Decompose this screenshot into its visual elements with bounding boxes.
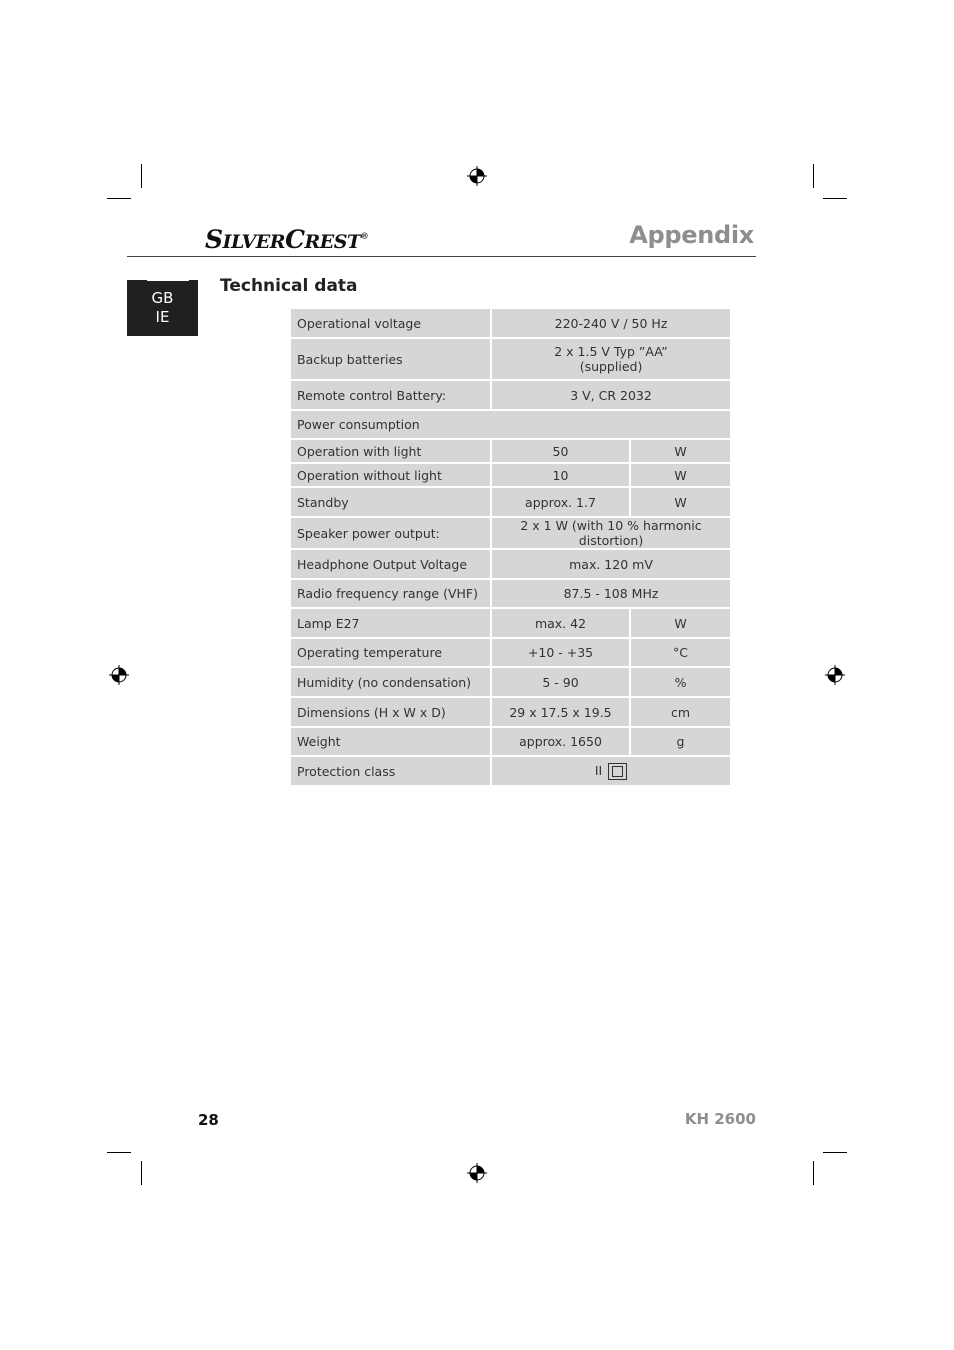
table-row [290, 380, 731, 410]
language-tab [127, 280, 198, 336]
row-label: Dimensions (H x W x D) [290, 697, 491, 727]
table-row [290, 608, 731, 638]
page-number: 28 [198, 1111, 219, 1129]
row-value: 3 V, CR 2032 [491, 380, 731, 410]
row-unit: % [630, 667, 731, 697]
row-unit: g [630, 727, 731, 756]
row-label: Lamp E27 [290, 608, 491, 638]
row-unit: W [630, 487, 731, 517]
row-value-line: (supplied) [579, 359, 643, 374]
language-tab-notch [147, 280, 189, 281]
row-unit: W [630, 463, 731, 487]
crop-mark [813, 164, 814, 188]
row-label: Power consumption [290, 410, 731, 439]
row-label: Protection class [290, 756, 491, 786]
row-label: Operational voltage [290, 308, 491, 338]
crop-mark [823, 198, 847, 199]
row-value: 220-240 V / 50 Hz [491, 308, 731, 338]
table-row [290, 579, 731, 608]
row-value: 50 [491, 439, 630, 463]
double-insulation-icon [608, 763, 627, 780]
row-value: 29 x 17.5 x 19.5 [491, 697, 630, 727]
registration-target-icon [467, 166, 487, 186]
registration-target-icon [825, 665, 845, 685]
registration-target-icon [109, 665, 129, 685]
row-value: +10 - +35 [491, 638, 630, 667]
row-value: max. 42 [491, 608, 630, 638]
row-label: Headphone Output Voltage [290, 549, 491, 579]
crop-mark [107, 198, 131, 199]
technical-data-table [289, 307, 732, 787]
row-value [491, 756, 731, 786]
crop-mark [823, 1152, 847, 1153]
row-value: approx. 1.7 [491, 487, 630, 517]
table-row [290, 487, 731, 517]
brand-logo: SILVERCREST® [205, 225, 369, 254]
row-label: Operation with light [290, 439, 491, 463]
row-value [491, 338, 731, 380]
table-row [290, 410, 731, 439]
table-row [290, 638, 731, 667]
table-row [290, 463, 731, 487]
row-value-line: 2 x 1.5 V Typ ”AA” [554, 344, 668, 359]
table-row [290, 517, 731, 549]
row-unit: °C [630, 638, 731, 667]
table-row [290, 549, 731, 579]
table-row [290, 338, 731, 380]
page-title: Appendix [629, 221, 754, 249]
row-label: Backup batteries [290, 338, 491, 380]
table-row [290, 667, 731, 697]
row-value: 5 - 90 [491, 667, 630, 697]
crop-mark [141, 164, 142, 188]
section-title: Technical data [220, 276, 358, 296]
row-label: Speaker power output: [290, 517, 491, 549]
table-row [290, 308, 731, 338]
protection-class-value: II [594, 762, 603, 778]
crop-mark [813, 1161, 814, 1185]
row-value: approx. 1650 [491, 727, 630, 756]
language-code-ie: IE [155, 308, 170, 326]
row-value: 2 x 1 W (with 10 % harmonic distortion) [491, 517, 731, 549]
row-unit: W [630, 439, 731, 463]
registration-target-icon [467, 1163, 487, 1183]
header-rule [127, 256, 756, 257]
crop-mark [107, 1152, 131, 1153]
row-unit: cm [630, 697, 731, 727]
table-row [290, 697, 731, 727]
row-label: Operation without light [290, 463, 491, 487]
row-label: Remote control Battery: [290, 380, 491, 410]
crop-mark [141, 1161, 142, 1185]
model-number: KH 2600 [684, 1110, 756, 1128]
table-row [290, 727, 731, 756]
row-label: Standby [290, 487, 491, 517]
language-code-gb: GB [151, 289, 174, 307]
row-value: max. 120 mV [491, 549, 731, 579]
row-unit: W [630, 608, 731, 638]
row-label: Radio frequency range (VHF) [290, 579, 491, 608]
table-row [290, 439, 731, 463]
table-row [290, 756, 731, 786]
row-label: Operating temperature [290, 638, 491, 667]
row-value: 10 [491, 463, 630, 487]
row-value: 87.5 - 108 MHz [491, 579, 731, 608]
row-label: Weight [290, 727, 491, 756]
row-label: Humidity (no condensation) [290, 667, 491, 697]
